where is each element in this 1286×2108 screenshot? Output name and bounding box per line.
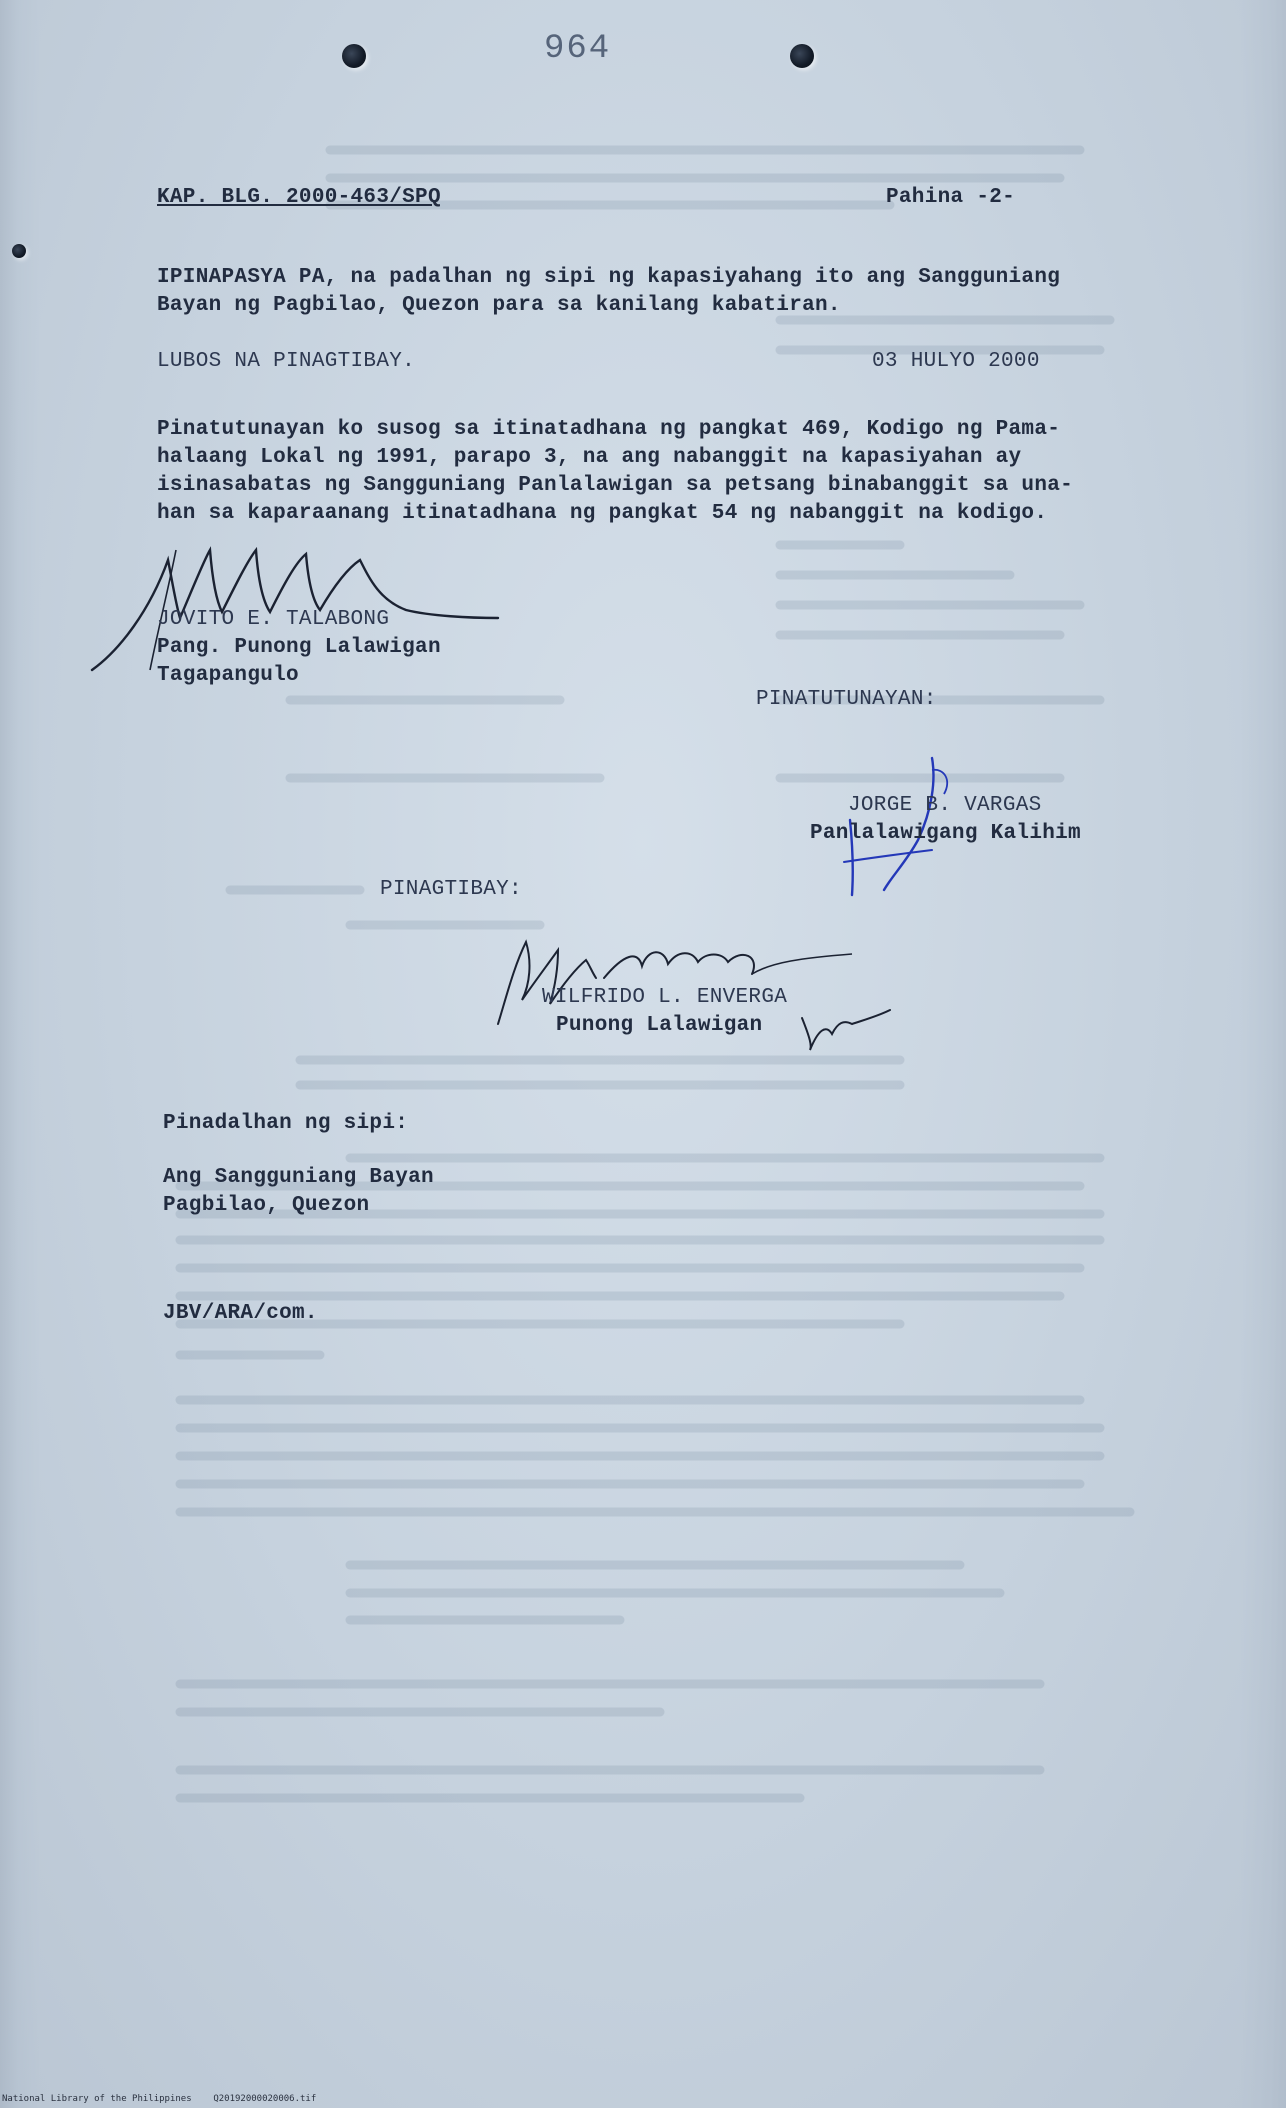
presiding-title-1: Pang. Punong Lalawigan	[157, 636, 441, 659]
paragraph-2-line-3: isinasabatas ng Sangguniang Panlalawigan sa petsang binabanggit sa una-	[157, 474, 1074, 497]
archive-footer: National Library of the Philippines Q20192000020006.tif	[2, 2094, 317, 2104]
presiding-title-2: Tagapangulo	[157, 664, 299, 687]
page-number: 964	[544, 30, 612, 68]
page-label: Pahina -2-	[886, 186, 1016, 209]
presiding-name: JOVITO E. TALABONG	[157, 608, 390, 631]
distribution-label: Pinadalhan ng sipi:	[163, 1112, 409, 1135]
resolution-reference: KAP. BLG. 2000-463/SPQ	[157, 186, 441, 209]
governor-name: WILFRIDO L. ENVERGA	[542, 986, 788, 1009]
secretary-title: Panlalawigang Kalihim	[810, 822, 1081, 845]
approved-by-label: PINAGTIBAY:	[380, 878, 522, 901]
approval-label: LUBOS NA PINAGTIBAY.	[157, 350, 416, 373]
approval-date: 03 HULYO 2000	[872, 350, 1040, 373]
reference-initials: JBV/ARA/com.	[163, 1302, 318, 1325]
paragraph-1-line-1: IPINAPASYA PA, na padalhan ng sipi ng kapasiyahang ito ang Sangguniang	[157, 266, 1061, 289]
paragraph-2-line-4: han sa kaparaanang itinatadhana ng pangkat 54 ng nabanggit na kodigo.	[157, 502, 1048, 525]
secretary-name: JORGE B. VARGAS	[848, 794, 1042, 817]
paragraph-1-line-2: Bayan ng Pagbilao, Quezon para sa kanilang kabatiran.	[157, 294, 841, 317]
paragraph-2-line-1: Pinatutunayan ko susog sa itinatadhana ng pangkat 469, Kodigo ng Pama-	[157, 418, 1061, 441]
recipient-line-1: Ang Sangguniang Bayan	[163, 1166, 434, 1189]
attested-label: PINATUTUNAYAN:	[756, 688, 937, 711]
paragraph-2-line-2: halaang Lokal ng 1991, parapo 3, na ang nabanggit na kapasiyahan ay	[157, 446, 1022, 469]
recipient-line-2: Pagbilao, Quezon	[163, 1194, 370, 1217]
governor-title: Punong Lalawigan	[556, 1014, 763, 1037]
